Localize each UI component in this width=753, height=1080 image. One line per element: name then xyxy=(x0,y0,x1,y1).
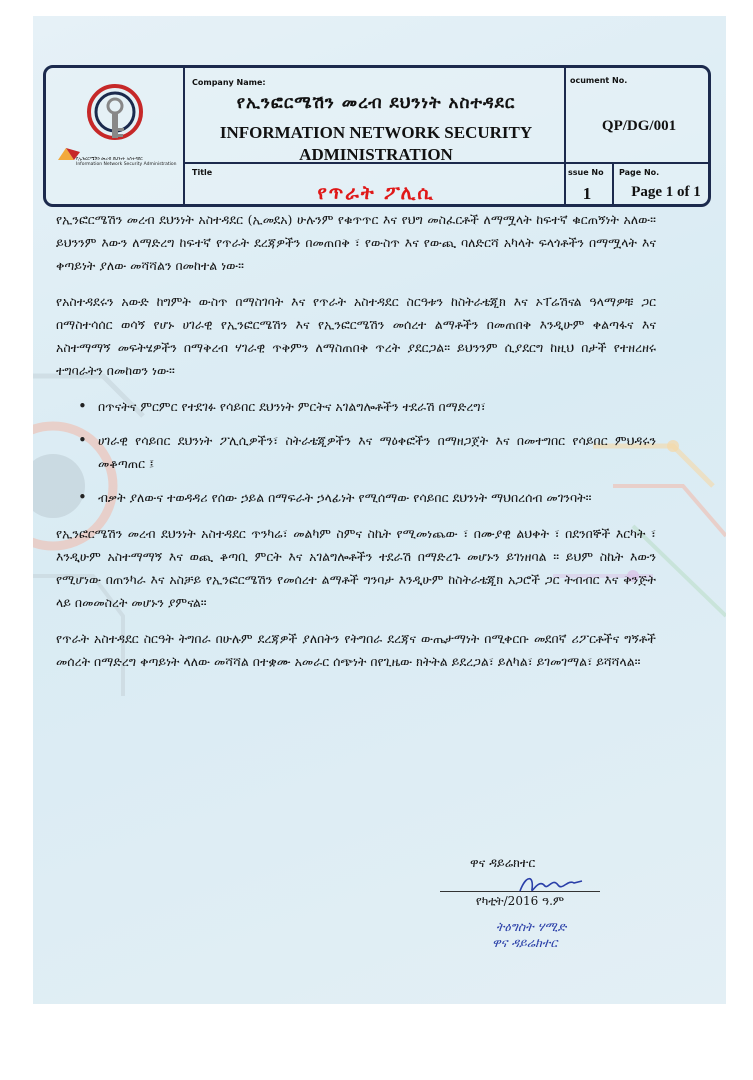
policy-bullet-list xyxy=(56,395,656,509)
signature-block xyxy=(440,855,620,951)
paragraph-2: የአስተዳደሩን አውድ ከግምት ውስጥ በማስገባት እና የጥራት አስተዳደር ስርዓቱን ከስትራቴጂክ እና ኦፐሬሽናል ዓላማዎቹ ጋር በማስተሳሰር ወሳኝ የሆኑ ሀገራዊ የኢንፎርሜሽን እና የኢንፎርሜሽን መሰረተ ልማቶችን በመጠበቅ እንዲሁም ቀልጣፋና እና አስተማማኝ መፍትሄዎችን በማቅረብ ሃገራዊ ጥቅምን ለማስጠበቅ ጥረት ያደርጋል። ይህንንም ሲያደርግ ከዚህ በታች የተዘረዘሩ ተግባራትን በመከወን ነው። xyxy=(56,294,656,378)
issue-no-value: 1 xyxy=(582,184,592,203)
policy-body xyxy=(56,208,656,686)
paragraph-1: የኢንፎርሜሽን መረብ ደህንነት አስተዳደር (ኢመደአ) ሁሉንም የቁጥጥር እና የህግ መስፈርቶች ለማሟላት ከፍተኛ ቁርጠኝነት አለው። ይህንንም እውን ለማድረግ ከፍተኛ የጥራት ደረጃዎችን በመጠበቅ ፣ የውስጥ እና የውጪ ባለድርሻ አካላት ፍላጎቶችን በማሟላት እና ቀጣይነት ያለው መሻሻልን በመከተል ነው። xyxy=(56,212,656,273)
signature-date: የካቲት/2016 ዓ.ም xyxy=(440,891,600,909)
signatory-name: ትዕግስት ሃሚድ xyxy=(496,919,567,934)
org-name-amharic: የኢንፎርሜሽን መረብ ደህንነት አስተዳደር xyxy=(236,93,516,113)
title-label: Title xyxy=(192,168,213,177)
list-item: • በጥናትና ምርምር የተደገፉ የሳይበር ደህንነት ምርትና አገልግሎቶችን ተደራሽ በማድረግ፣ xyxy=(98,395,656,418)
logo-english-text: Information Network Security Administration xyxy=(76,162,177,167)
handwritten-signature xyxy=(516,871,586,899)
company-name-label: Company Name: xyxy=(192,78,266,87)
org-name-english xyxy=(186,122,566,166)
org-name-english-line1: INFORMATION NETWORK SECURITY xyxy=(219,123,533,142)
document-no-value: QP/DG/001 xyxy=(601,118,677,134)
page-no-value: Page 1 of 1 xyxy=(631,184,701,200)
list-item: • ሀገራዊ የሳይበር ደህንነት ፖሊሲዎችን፣ ስትራቴጂዎችን እና ማዕቀፎችን በማዘጋጀት እና በመተግበር የሳይበር ምህዳሩን መቆጣጠር ፤ xyxy=(98,429,656,475)
document-title: የጥራት ፖሊሲ xyxy=(317,182,435,204)
signatory-title: ዋና ዳይሬክተር xyxy=(492,935,558,950)
page-no-label: Page No. xyxy=(619,168,660,177)
logo-amharic-text: የኢንፎርሜሽን መረብ ደህንነት አስተዳደር xyxy=(76,157,143,162)
document-no-label: ocument No. xyxy=(570,76,628,85)
list-item: • ብቃት ያለውና ተወዳዳሪ የሰው ኃይል በማፍራት ኃላፊነት የሚሰማው የሳይበር ደህንነት ማህበረሰብ መገንባት። xyxy=(98,486,656,509)
issue-no-label: ssue No xyxy=(568,168,604,177)
signatory-role: ዋና ዳይሬክተር xyxy=(470,855,536,870)
paragraph-4: የጥራት አስተዳደር ስርዓት ትግበራ በሁሉም ደረጃዎች ያለበትን የትግበራ ደረጃና ውጤታማነት በሚቀርቡ መደበኛ ሪፖርቶችና ግኝቶች መሰረት በማድረግ ቀጣይነት ላለው መሻሻል በተቋሙ አመራር ሰጭነት በየጊዜው ክትትል ይደረጋል፣ ይለካል፣ ይገመገማል፣ ይሻሻላል። xyxy=(56,631,656,669)
org-name-english-line2: ADMINISTRATION xyxy=(299,145,453,164)
document-header-table xyxy=(43,65,711,207)
logo xyxy=(50,72,180,202)
paragraph-3: የኢንፎርሜሽን መረብ ደህንነት አስተዳደር ጥንካሬ፣ መልካም ስምና ስኬት የሚመነጨው ፣ በሙያዊ ልህቀት ፣ በደንበኞች እርካት ፣ እንዲሁም አስተማማኝ እና ወጪ ቆጣቢ ምርት እና አገልግሎቶችን ተደራሽ በማድረጉ መሆኑን ይገነዘባል ። ይህም ስኬት እውን የሚሆነው በጠንካራ እና አስቻይ የኢንፎርሜሽን የመሰረተ ልማቶች ግንባታ እንዲሁም ከስትራቴጂክ አጋሮች ጋር ትብብር እና ቅንጅት ላይ በመመስረት መሆኑን ያምናል። xyxy=(56,526,656,610)
